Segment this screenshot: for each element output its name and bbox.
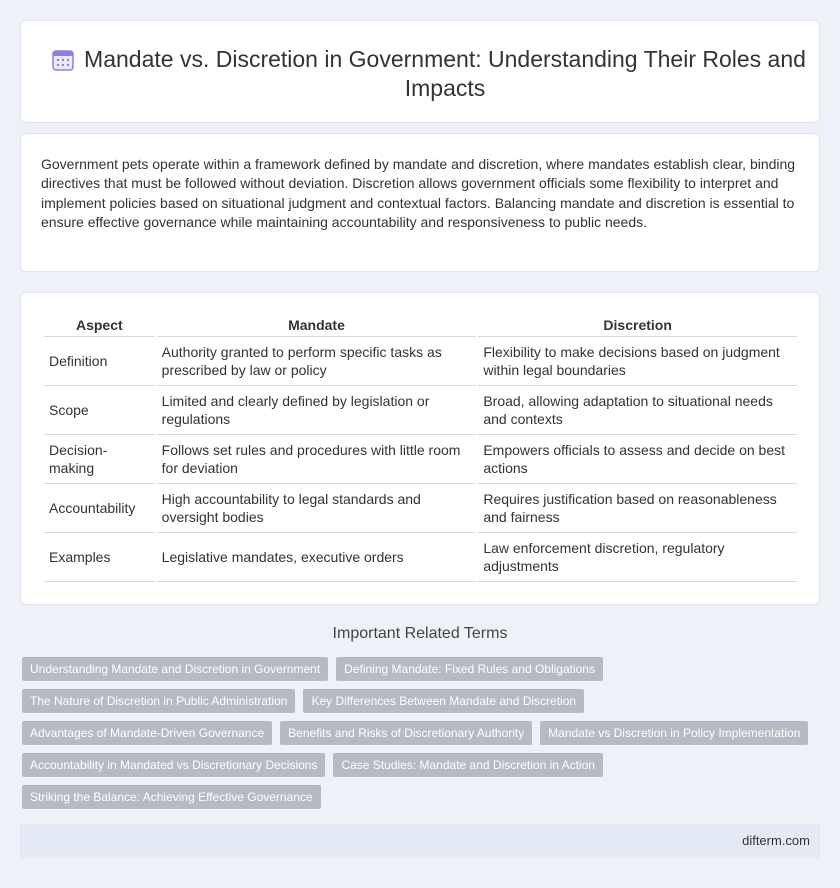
table-header-row — [44, 314, 797, 337]
cell-discretion: Broad, allowing adaptation to situational needs and contexts — [478, 386, 797, 435]
footer — [20, 824, 820, 858]
related-term-tag[interactable]: Case Studies: Mandate and Discretion in Action — [333, 753, 602, 777]
table-row — [44, 386, 797, 435]
related-term-tag[interactable]: Striking the Balance: Achieving Effective Governance — [22, 785, 321, 809]
related-term-tag[interactable]: Understanding Mandate and Discretion in Government — [22, 657, 328, 681]
cell-aspect: Scope — [44, 386, 155, 435]
table-row — [44, 435, 797, 484]
related-terms-list — [22, 657, 822, 817]
page-title: Mandate vs. Discretion in Government: Understanding Their Roles and Impacts — [84, 46, 806, 101]
table-row — [44, 484, 797, 533]
cell-aspect: Definition — [44, 337, 155, 386]
cell-mandate: Follows set rules and procedures with little room for deviation — [157, 435, 477, 484]
cell-aspect: Decision-making — [44, 435, 155, 484]
header-discretion: Discretion — [478, 314, 797, 337]
related-term-tag[interactable]: Accountability in Mandated vs Discretionary Decisions — [22, 753, 325, 777]
cell-aspect: Accountability — [44, 484, 155, 533]
table-row — [44, 337, 797, 386]
footer-site-link[interactable]: difterm.com — [742, 833, 810, 848]
comparison-card — [20, 292, 820, 605]
cell-discretion: Requires justification based on reasonableness and fairness — [478, 484, 797, 533]
cell-aspect: Examples — [44, 533, 155, 582]
related-term-tag[interactable]: Benefits and Risks of Discretionary Authority — [280, 721, 532, 745]
calendar-icon — [51, 48, 75, 72]
title-card — [20, 20, 820, 123]
cell-mandate: Authority granted to perform specific tasks as prescribed by law or policy — [157, 337, 477, 386]
header-aspect: Aspect — [44, 314, 155, 337]
related-term-tag[interactable]: Advantages of Mandate-Driven Governance — [22, 721, 272, 745]
related-term-tag[interactable]: Mandate vs Discretion in Policy Implementation — [540, 721, 808, 745]
intro-card — [20, 133, 820, 272]
related-term-tag[interactable]: Key Differences Between Mandate and Discretion — [303, 689, 584, 713]
cell-mandate: Limited and clearly defined by legislation or regulations — [157, 386, 477, 435]
intro-paragraph: Government pets operate within a framework defined by mandate and discretion, where mandates establish clear, binding directives that must be followed without deviation. Discretion allows government officials some flexibility to interpret and implement policies based on situational judgment and contextual factors. Balancing mandate and discretion is essential to ensure effective governance while maintaining accountability and responsiveness to public needs. — [41, 156, 796, 230]
cell-mandate: Legislative mandates, executive orders — [157, 533, 477, 582]
cell-discretion: Flexibility to make decisions based on judgment within legal boundaries — [478, 337, 797, 386]
header-mandate: Mandate — [157, 314, 477, 337]
related-terms-heading: Important Related Terms — [332, 625, 508, 642]
table-row — [44, 533, 797, 582]
cell-mandate: High accountability to legal standards and oversight bodies — [157, 484, 477, 533]
comparison-table — [42, 314, 799, 582]
cell-discretion: Empowers officials to assess and decide on best actions — [478, 435, 797, 484]
related-term-tag[interactable]: Defining Mandate: Fixed Rules and Obligations — [336, 657, 603, 681]
cell-discretion: Law enforcement discretion, regulatory adjustments — [478, 533, 797, 582]
related-term-tag[interactable]: The Nature of Discretion in Public Administration — [22, 689, 295, 713]
